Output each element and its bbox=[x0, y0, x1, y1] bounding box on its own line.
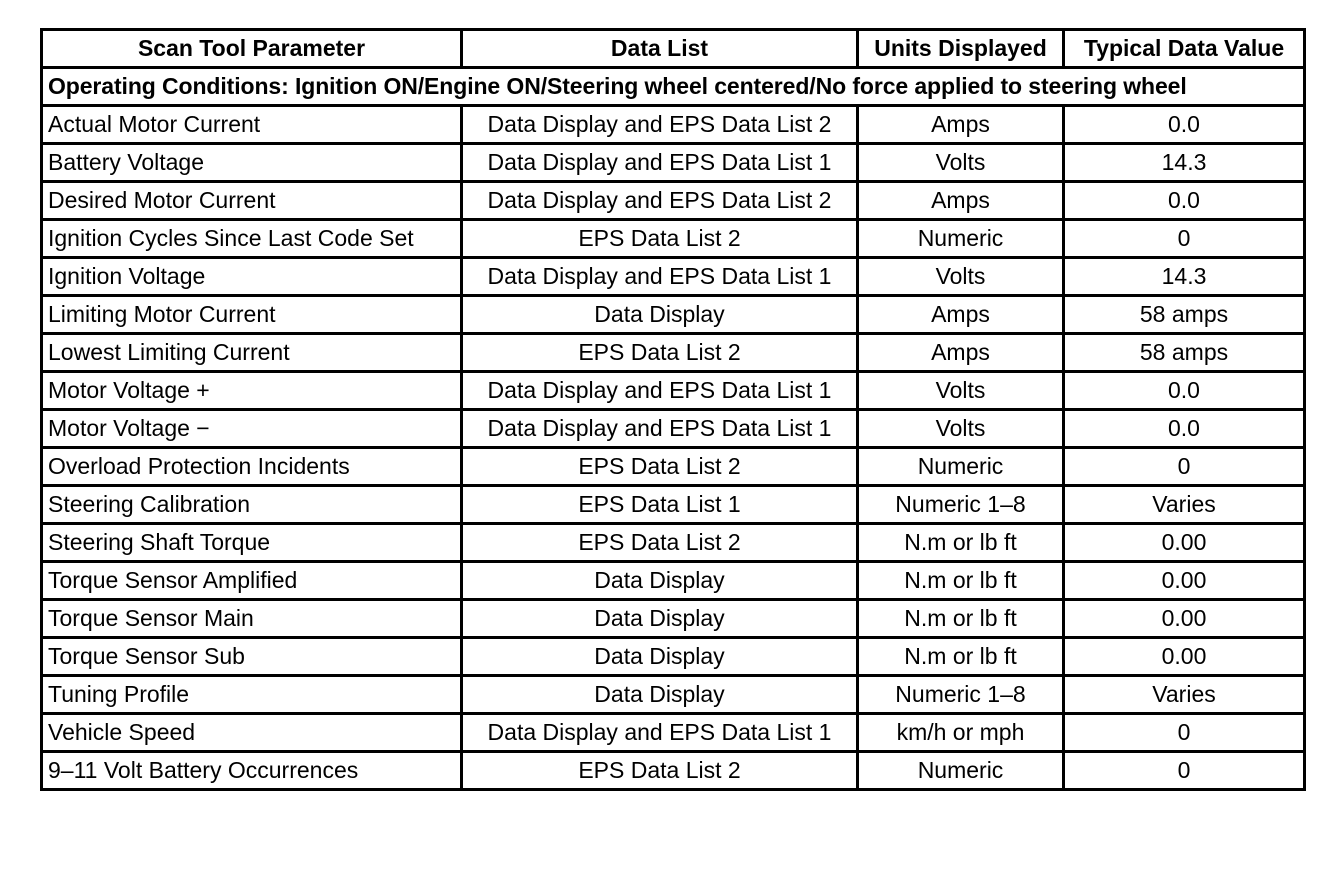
header-scan-tool-parameter: Scan Tool Parameter bbox=[42, 30, 462, 68]
cell-parameter: Steering Shaft Torque bbox=[42, 524, 462, 562]
cell-units: N.m or lb ft bbox=[858, 638, 1064, 676]
cell-parameter: Steering Calibration bbox=[42, 486, 462, 524]
cell-parameter: Actual Motor Current bbox=[42, 106, 462, 144]
cell-data-list: Data Display bbox=[462, 296, 858, 334]
table-row bbox=[42, 296, 1305, 334]
cell-data-list: Data Display bbox=[462, 600, 858, 638]
cell-data-list: EPS Data List 1 bbox=[462, 486, 858, 524]
header-typical-data-value: Typical Data Value bbox=[1064, 30, 1305, 68]
cell-data-list: EPS Data List 2 bbox=[462, 334, 858, 372]
table-row bbox=[42, 182, 1305, 220]
cell-typical-value: Varies bbox=[1064, 676, 1305, 714]
cell-typical-value: 0 bbox=[1064, 448, 1305, 486]
cell-parameter: Ignition Voltage bbox=[42, 258, 462, 296]
cell-typical-value: 0.0 bbox=[1064, 410, 1305, 448]
table-row bbox=[42, 600, 1305, 638]
cell-parameter: Desired Motor Current bbox=[42, 182, 462, 220]
cell-typical-value: Varies bbox=[1064, 486, 1305, 524]
cell-data-list: EPS Data List 2 bbox=[462, 220, 858, 258]
cell-data-list: Data Display and EPS Data List 1 bbox=[462, 714, 858, 752]
cell-data-list: Data Display bbox=[462, 638, 858, 676]
cell-units: Amps bbox=[858, 182, 1064, 220]
cell-typical-value: 0.00 bbox=[1064, 562, 1305, 600]
table-row bbox=[42, 486, 1305, 524]
cell-units: Volts bbox=[858, 372, 1064, 410]
table-row bbox=[42, 562, 1305, 600]
cell-parameter: Motor Voltage − bbox=[42, 410, 462, 448]
cell-data-list: Data Display and EPS Data List 1 bbox=[462, 258, 858, 296]
cell-data-list: EPS Data List 2 bbox=[462, 448, 858, 486]
table-row bbox=[42, 106, 1305, 144]
cell-data-list: Data Display and EPS Data List 2 bbox=[462, 182, 858, 220]
cell-typical-value: 0.00 bbox=[1064, 638, 1305, 676]
cell-parameter: Tuning Profile bbox=[42, 676, 462, 714]
table-row bbox=[42, 448, 1305, 486]
cell-units: Volts bbox=[858, 410, 1064, 448]
cell-units: km/h or mph bbox=[858, 714, 1064, 752]
scan-tool-data-table bbox=[40, 28, 1306, 791]
cell-parameter: Overload Protection Incidents bbox=[42, 448, 462, 486]
cell-typical-value: 0 bbox=[1064, 752, 1305, 790]
table-row bbox=[42, 372, 1305, 410]
table-row bbox=[42, 334, 1305, 372]
cell-units: Amps bbox=[858, 106, 1064, 144]
table-row bbox=[42, 524, 1305, 562]
cell-data-list: Data Display and EPS Data List 1 bbox=[462, 372, 858, 410]
cell-data-list: EPS Data List 2 bbox=[462, 524, 858, 562]
cell-typical-value: 0.00 bbox=[1064, 524, 1305, 562]
cell-parameter: Ignition Cycles Since Last Code Set bbox=[42, 220, 462, 258]
cell-units: Volts bbox=[858, 258, 1064, 296]
cell-parameter: Limiting Motor Current bbox=[42, 296, 462, 334]
cell-units: Numeric 1–8 bbox=[858, 486, 1064, 524]
header-data-list: Data List bbox=[462, 30, 858, 68]
cell-parameter: Motor Voltage + bbox=[42, 372, 462, 410]
cell-data-list: Data Display and EPS Data List 1 bbox=[462, 144, 858, 182]
cell-units: Volts bbox=[858, 144, 1064, 182]
cell-units: Numeric bbox=[858, 448, 1064, 486]
cell-parameter: 9–11 Volt Battery Occurrences bbox=[42, 752, 462, 790]
cell-data-list: Data Display bbox=[462, 676, 858, 714]
cell-data-list: EPS Data List 2 bbox=[462, 752, 858, 790]
operating-conditions: Operating Conditions: Ignition ON/Engine ON/Steering wheel centered/No force applied to steering wheel bbox=[42, 68, 1305, 106]
cell-units: Numeric bbox=[858, 752, 1064, 790]
cell-typical-value: 0.0 bbox=[1064, 182, 1305, 220]
table-row bbox=[42, 676, 1305, 714]
table-row bbox=[42, 220, 1305, 258]
cell-parameter: Lowest Limiting Current bbox=[42, 334, 462, 372]
cell-typical-value: 0.0 bbox=[1064, 106, 1305, 144]
cell-typical-value: 0.00 bbox=[1064, 600, 1305, 638]
cell-units: Numeric bbox=[858, 220, 1064, 258]
cell-parameter: Torque Sensor Main bbox=[42, 600, 462, 638]
cell-data-list: Data Display bbox=[462, 562, 858, 600]
cell-parameter: Torque Sensor Amplified bbox=[42, 562, 462, 600]
table-row bbox=[42, 752, 1305, 790]
cell-data-list: Data Display and EPS Data List 2 bbox=[462, 106, 858, 144]
cell-data-list: Data Display and EPS Data List 1 bbox=[462, 410, 858, 448]
cell-units: N.m or lb ft bbox=[858, 524, 1064, 562]
cell-typical-value: 58 amps bbox=[1064, 334, 1305, 372]
cell-units: N.m or lb ft bbox=[858, 600, 1064, 638]
cell-typical-value: 0 bbox=[1064, 220, 1305, 258]
cell-typical-value: 14.3 bbox=[1064, 258, 1305, 296]
cell-units: Numeric 1–8 bbox=[858, 676, 1064, 714]
header-row bbox=[42, 30, 1305, 68]
table-row bbox=[42, 714, 1305, 752]
cell-units: Amps bbox=[858, 296, 1064, 334]
cell-typical-value: 0 bbox=[1064, 714, 1305, 752]
table-row bbox=[42, 144, 1305, 182]
table-row bbox=[42, 258, 1305, 296]
header-units-displayed: Units Displayed bbox=[858, 30, 1064, 68]
cell-parameter: Vehicle Speed bbox=[42, 714, 462, 752]
cell-typical-value: 14.3 bbox=[1064, 144, 1305, 182]
cell-parameter: Torque Sensor Sub bbox=[42, 638, 462, 676]
table-row bbox=[42, 638, 1305, 676]
cell-typical-value: 0.0 bbox=[1064, 372, 1305, 410]
cell-units: N.m or lb ft bbox=[858, 562, 1064, 600]
cell-parameter: Battery Voltage bbox=[42, 144, 462, 182]
cell-units: Amps bbox=[858, 334, 1064, 372]
cell-typical-value: 58 amps bbox=[1064, 296, 1305, 334]
operating-conditions-row bbox=[42, 68, 1305, 106]
table-row bbox=[42, 410, 1305, 448]
